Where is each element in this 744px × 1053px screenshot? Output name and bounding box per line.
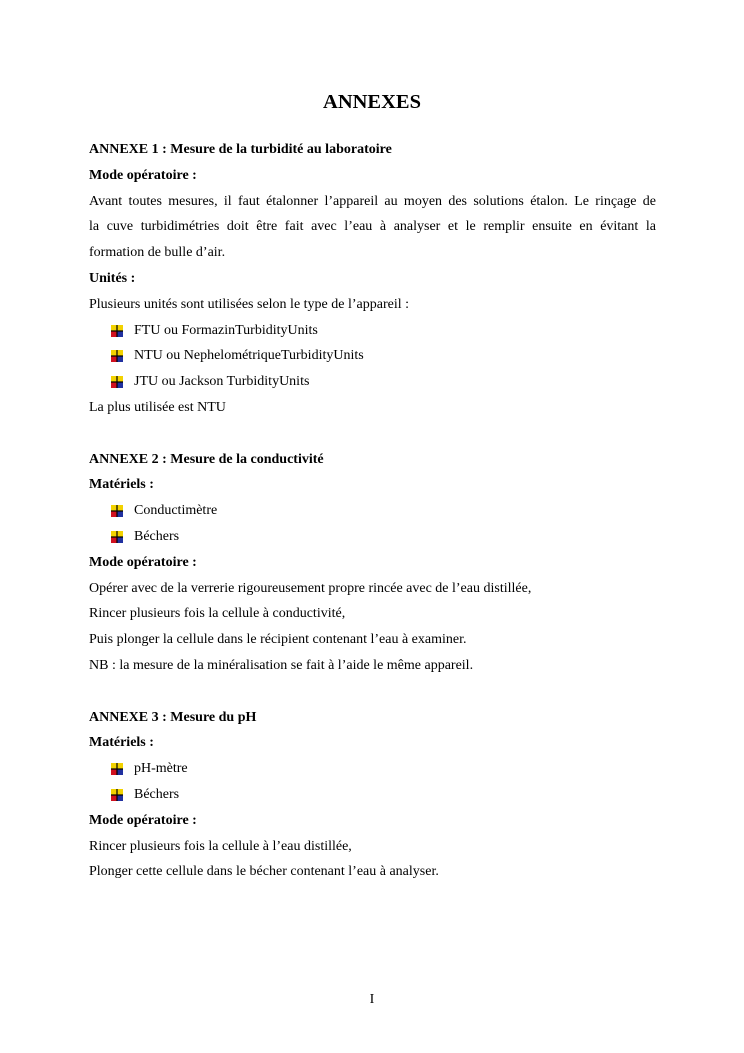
annexe1-mode-line2: la cuve turbidimétries doit être fait avec l’eau à analyser et le remplir ensuite en évitant la — [89, 219, 656, 235]
annexe2-step: Rincer plusieurs fois la cellule à conductivité, — [89, 606, 346, 622]
list-item — [89, 498, 656, 524]
spacer — [89, 421, 656, 447]
list-item-label: pH-mètre — [134, 761, 188, 777]
list-item — [89, 318, 656, 344]
four-square-bullet-icon — [111, 789, 123, 801]
annexe2-step: Puis plonger la cellule dans le récipient contenant l’eau à examiner. — [89, 632, 467, 648]
list-item — [89, 369, 656, 395]
annexe1-mode-line3: formation de bulle d’air. — [89, 245, 226, 261]
annexe3-materials-label: Matériels : — [89, 735, 154, 751]
list-item — [89, 524, 656, 550]
annexe2-step: Opérer avec de la verrerie rigoureusement propre rincée avec de l’eau distillée, — [89, 580, 532, 596]
page-content — [89, 137, 656, 885]
list-item — [89, 782, 656, 808]
list-item — [89, 343, 656, 369]
list-item-label: Béchers — [134, 528, 180, 544]
four-square-bullet-icon — [111, 531, 123, 543]
list-item-label: JTU ou Jackson TurbidityUnits — [134, 374, 310, 390]
annexe1-units-label: Unités : — [89, 270, 136, 286]
four-square-bullet-icon — [111, 763, 123, 775]
list-item — [89, 756, 656, 782]
annexe2-note: NB : la mesure de la minéralisation se fait à l’aide le même appareil. — [89, 657, 474, 673]
page-title: ANNEXES — [323, 91, 421, 113]
annexe3-mode-label: Mode opératoire : — [89, 812, 197, 828]
four-square-bullet-icon — [111, 505, 123, 517]
annexe2-materials-label: Matériels : — [89, 477, 154, 493]
annexe2-heading: ANNEXE 2 : Mesure de la conductivité — [89, 451, 324, 467]
list-item-label: Conductimètre — [134, 503, 218, 519]
list-item-label: FTU ou FormazinTurbidityUnits — [134, 322, 318, 338]
spacer — [89, 679, 656, 705]
list-item-label: Béchers — [134, 786, 180, 802]
list-item-label: NTU ou NephelométriqueTurbidityUnits — [134, 348, 364, 364]
annexe3-heading: ANNEXE 3 : Mesure du pH — [89, 709, 257, 725]
annexe3-step: Plonger cette cellule dans le bécher contenant l’eau à analyser. — [89, 864, 439, 880]
annexe1-heading: ANNEXE 1 : Mesure de la turbidité au laboratoire — [89, 142, 392, 157]
annexe1-mode-label: Mode opératoire : — [89, 167, 197, 183]
annexe2-mode-label: Mode opératoire : — [89, 554, 197, 570]
four-square-bullet-icon — [111, 325, 123, 337]
annexe1-mode-line1: Avant toutes mesures, il faut étalonner l’appareil au moyen des solutions étalon. Le rinçage de — [89, 193, 656, 209]
page-number: I — [369, 992, 375, 1007]
annexe1-units-intro: Plusieurs unités sont utilisées selon le type de l’appareil : — [89, 296, 409, 312]
annexe3-step: Rincer plusieurs fois la cellule à l’eau distillée, — [89, 838, 352, 854]
four-square-bullet-icon — [111, 376, 123, 388]
four-square-bullet-icon — [111, 350, 123, 362]
annexe1-conclusion: La plus utilisée est NTU — [89, 399, 226, 415]
